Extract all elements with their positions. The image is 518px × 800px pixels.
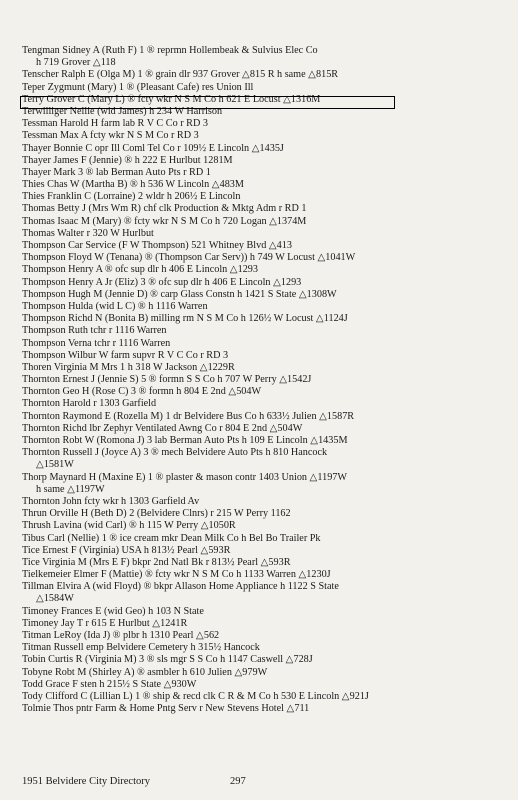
directory-entry: Tielkemeier Elmer F (Mattie) ® fcty wkr N S M Co h 1133 Warren △1230J (22, 569, 331, 581)
directory-entry: Thrush Lavina (wid Carl) ® h 115 W Perry △1050R (22, 520, 236, 532)
directory-entry: Tessman Harold H farm lab R V C Co r RD 3 (22, 118, 208, 130)
directory-entry: Thornton John fcty wkr h 1303 Garfield Av (22, 495, 200, 507)
directory-entry: Thies Chas W (Martha B) ® h 536 W Lincoln △483M (22, 179, 244, 191)
directory-entry: Thrun Orville H (Beth D) 2 (Belvidere Clnrs) r 215 W Perry 1162 (22, 508, 291, 520)
directory-entry: Todd Grace F sten h 215½ S State △930W (22, 678, 197, 690)
directory-entry: Tolmie Thos pntr Farm & Home Pntg Serv r New Stevens Hotel △711 (22, 703, 310, 715)
directory-entry: Thornton Geo H (Rose C) 3 ® formn h 804 E 2nd △504W (22, 386, 262, 398)
directory-entry: Tody Clifford C (Lillian L) 1 ® ship & recd clk C R & M Co h 530 E Lincoln △921J (22, 690, 369, 702)
directory-entry: Thompson Hulda (wid L C) ® h 1116 Warren (22, 300, 208, 312)
footer-directory-title: 1951 Belvidere City Directory (22, 776, 151, 787)
directory-entry: Thornton Robt W (Romona J) 3 lab Berman Auto Pts h 109 E Lincoln △1435M (22, 435, 348, 446)
directory-entry-continuation: △1584W (36, 593, 74, 605)
directory-entry: Thornton Harold r 1303 Garfield (22, 398, 157, 410)
directory-entry: Thornton Ernest J (Jennie S) 5 ® formn S S Co h 707 W Perry △1542J (22, 374, 312, 386)
directory-entries (22, 45, 512, 715)
directory-entry: Thoren Virginia M Mrs 1 h 318 W Jackson △1229R (22, 361, 235, 373)
directory-entry: Tice Virginia M (Mrs E F) bkpr 2nd Natl Bk r 813½ Pearl △593R (22, 556, 291, 568)
directory-entry: Thorp Maynard H (Maxine E) 1 ® plaster & mason contr 1403 Union △1197W (22, 471, 347, 483)
directory-entry: Thompson Ruth tchr r 1116 Warren (22, 325, 167, 337)
directory-entry: Thornton Richd lbr Zephyr Ventilated Awng Co r 804 E 2nd △504W (22, 422, 303, 434)
directory-entry: Terry Grover C (Mary L) ® fcty wkr N S M Co h 621 E Locust △1316M (22, 93, 321, 105)
directory-entry: Tibus Carl (Nellie) 1 ® ice cream mkr Dean Milk Co h Bel Bo Trailer Pk (22, 532, 321, 544)
directory-entry: Titman Russell emp Belvidere Cemetery h 315½ Hancock (22, 642, 260, 654)
directory-entry: Thomas Walter r 320 W Hurlbut (22, 227, 154, 239)
directory-entry: Titman LeRoy (Ida J) ® plbr h 1310 Pearl △562 (22, 630, 220, 641)
directory-entry: Thomas Isaac M (Mary) ® fcty wkr N S M Co h 720 Logan △1374M (22, 215, 307, 227)
directory-entry: Teper Zygmunt (Mary) 1 ® (Pleasant Cafe) res Union Ill (22, 81, 254, 93)
directory-entry: Terwilliger Nellie (wid James) h 234 W Harrison (22, 105, 223, 117)
directory-entry: Timoney Frances E (wid Geo) h 103 N State (22, 605, 204, 617)
page-number: 297 (230, 776, 246, 787)
directory-entry: Thomas Betty J (Mrs Wm R) chf clk Production & Mktg Adm r RD 1 (22, 203, 307, 215)
directory-entry: Thompson Richd N (Bonita B) milling rm N S M Co h 126½ W Locust △1124J (22, 313, 348, 325)
directory-entry: Thornton Raymond E (Rozella M) 1 dr Belvidere Bus Co h 633½ Julien △1587R (22, 410, 355, 422)
directory-entry: Thayer Mark 3 ® lab Berman Auto Pts r RD 1 (22, 166, 211, 178)
directory-entry: Thayer Bonnie C opr Ill Coml Tel Co r 109½ E Lincoln △1435J (22, 142, 284, 154)
directory-entry: Tice Ernest F (Virginia) USA h 813½ Pearl △593R (22, 544, 231, 556)
directory-entry: Tessman Max A fcty wkr N S M Co r RD 3 (22, 130, 199, 142)
directory-entry: Thompson Hugh M (Jennie D) ® carp Glass Constn h 1421 S State △1308W (22, 288, 337, 300)
directory-entry: Tenscher Ralph E (Olga M) 1 ® grain dlr 937 Grover △815 R h same △815R (22, 69, 339, 81)
directory-entry: Thompson Car Service (F W Thompson) 521 Whitney Blvd △413 (22, 240, 292, 251)
directory-entry-continuation: h 719 Grover △118 (36, 57, 116, 69)
directory-entry: Tobyne Robt M (Shirley A) ® asmbler h 610 Julien △979W (22, 666, 268, 678)
directory-entry: Thompson Henry A ® ofc sup dlr h 406 E Lincoln △1293 (22, 264, 258, 276)
directory-entry-continuation: h same △1197W (36, 483, 105, 495)
directory-entry: Tillman Elvira A (wid Floyd) ® bkpr Allason Home Appliance h 1122 S State (22, 581, 339, 593)
directory-entry: Thayer James F (Jennie) ® h 222 E Hurlbut 1281M (22, 154, 233, 166)
directory-entry-continuation: △1581W (36, 459, 74, 471)
directory-entry: Thompson Henry A Jr (Eliz) 3 ® ofc sup dlr h 406 E Lincoln △1293 (22, 276, 302, 288)
directory-entry: Tengman Sidney A (Ruth F) 1 ® reprmn Hollembeak & Sulvius Elec Co (22, 45, 318, 56)
directory-entry: Thornton Russell J (Joyce A) 3 ® mech Belvidere Auto Pts h 810 Hancock (22, 447, 328, 459)
directory-entry: Thies Franklin C (Lorraine) 2 wldr h 206½ E Lincoln (22, 191, 241, 203)
page-footer (22, 776, 512, 787)
directory-entry: Timoney Jay T r 615 E Hurlbut △1241R (22, 617, 188, 629)
directory-entry: Thompson Wilbur W farm supvr R V C Co r RD 3 (22, 349, 229, 361)
directory-entry: Thompson Floyd W (Tenana) ® (Thompson Car Serv)) h 749 W Locust △1041W (22, 252, 356, 264)
directory-entry: Tobin Curtis R (Virginia M) 3 ® sls mgr S S Co h 1147 Caswell △728J (22, 654, 313, 666)
directory-entry: Thompson Verna tchr r 1116 Warren (22, 337, 171, 349)
